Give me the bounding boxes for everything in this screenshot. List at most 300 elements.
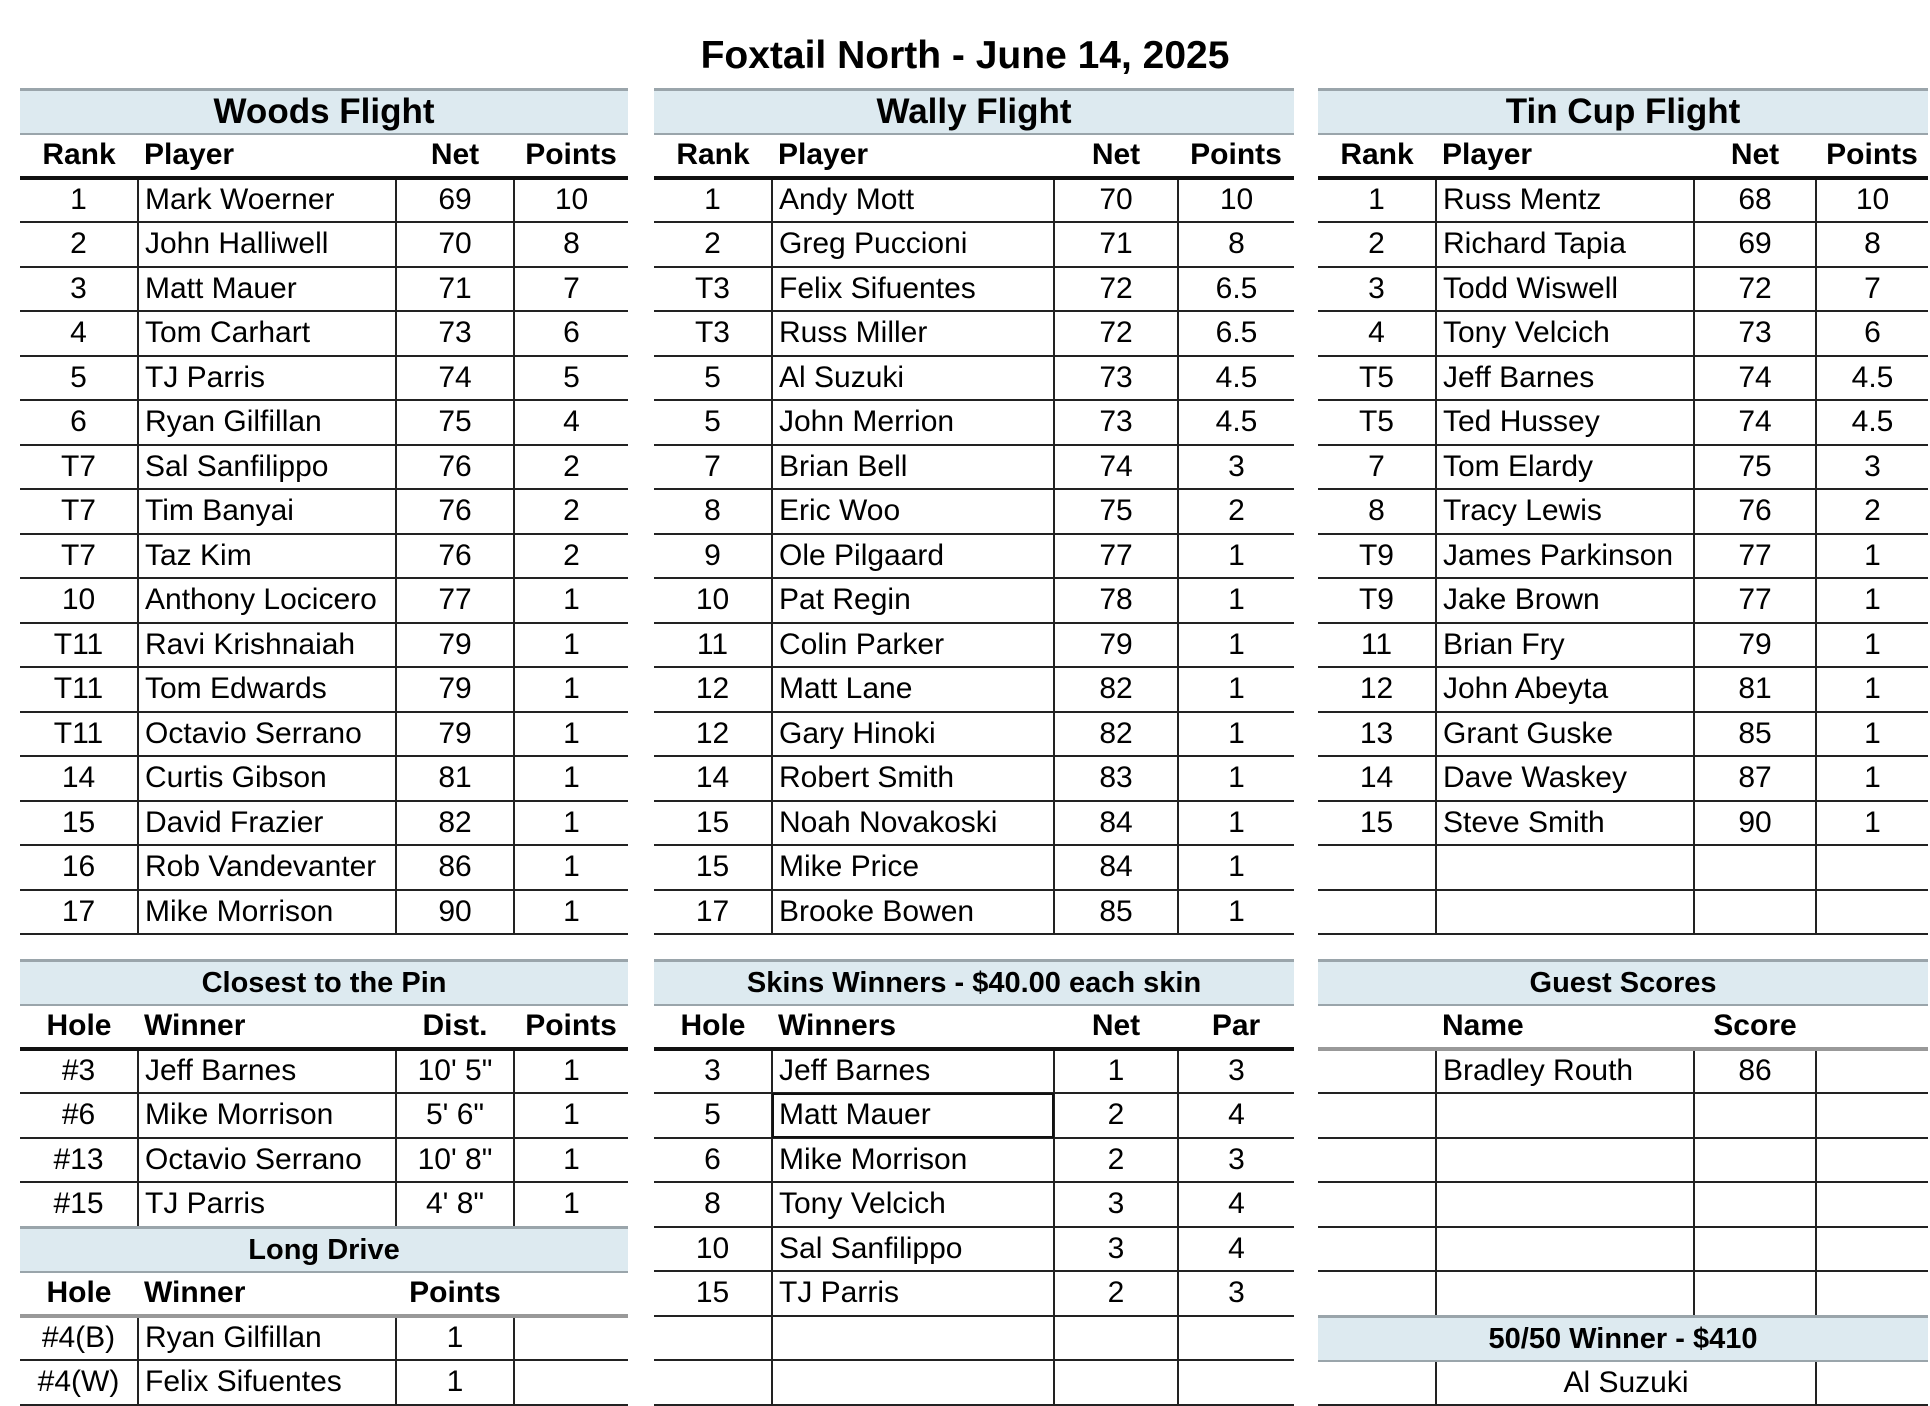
column-header: Rank [654,134,772,178]
table-row [654,534,1294,579]
table-cell: 1 [514,845,628,890]
table-cell: 73 [1054,356,1178,401]
table-cell: 76 [1694,489,1816,534]
column-header: Winners [772,1005,1054,1049]
table-cell: Rob Vandevanter [138,845,396,890]
table-cell: 10' 5" [396,1049,514,1094]
table-cell: Curtis Gibson [138,756,396,801]
table-cell [1436,845,1694,890]
table-cell [1054,1316,1178,1361]
table-row [1318,178,1928,223]
table-cell: #13 [20,1138,138,1183]
table-cell: 3 [1054,1227,1178,1272]
table-cell: 4 [1178,1182,1294,1227]
table-cell: Ravi Krishnaiah [138,623,396,668]
wally-flight-table [654,88,1294,935]
table-cell: 4 [1178,1227,1294,1272]
table-cell: 14 [1318,756,1436,801]
column-header [1318,1005,1436,1049]
table-cell: 78 [1054,578,1178,623]
table-cell [1694,1093,1816,1138]
table-cell: T11 [20,667,138,712]
column-header-row [654,1005,1294,1049]
table-cell: Ryan Gilfillan [138,1316,396,1361]
table-cell: T9 [1318,534,1436,579]
table-cell: Jake Brown [1436,578,1694,623]
table-cell: 7 [514,267,628,312]
table-cell: 6 [1816,311,1928,356]
skins-winners-table [654,959,1294,1406]
table-row [654,890,1294,935]
table-cell: 13 [1318,712,1436,757]
table-cell: 3 [1178,1271,1294,1316]
table-cell: 71 [1054,222,1178,267]
table-row [654,667,1294,712]
table-cell: 83 [1054,756,1178,801]
table-cell: 3 [1054,1182,1178,1227]
table-row [20,890,628,935]
table-row [654,756,1294,801]
table-cell: Tony Velcich [772,1182,1054,1227]
table-cell: Ted Hussey [1436,400,1694,445]
table-row [20,1316,628,1361]
table-cell: 7 [1816,267,1928,312]
table-cell: Tom Elardy [1436,445,1694,490]
table-cell: 4 [514,400,628,445]
table-row [654,845,1294,890]
flight-header-title: Tin Cup Flight [1318,90,1928,134]
table-cell: 1 [514,801,628,846]
table-cell: 1 [1816,623,1928,668]
table-cell [1318,845,1436,890]
table-row [1318,1271,1928,1316]
table-cell: 74 [396,356,514,401]
table-cell: 4 [20,311,138,356]
table-cell: T11 [20,623,138,668]
table-cell: Eric Woo [772,489,1054,534]
table-cell: 1 [1178,623,1294,668]
table-cell: 15 [654,801,772,846]
table-cell [1318,1049,1436,1094]
column-header-row [1318,1005,1928,1049]
table-cell: 79 [1054,623,1178,668]
table-cell: 4.5 [1816,400,1928,445]
fifty-fifty-winner: Al Suzuki [1436,1361,1816,1406]
table-cell: 1 [1178,534,1294,579]
table-cell: 2 [514,534,628,579]
table-cell: 4 [1318,311,1436,356]
table-row [1318,311,1928,356]
table-cell: 69 [1694,222,1816,267]
table-cell: 6.5 [1178,267,1294,312]
table-row [1318,578,1928,623]
table-cell: Robert Smith [772,756,1054,801]
table-cell: John Halliwell [138,222,396,267]
table-cell: 1 [1816,801,1928,846]
table-cell: 1 [514,1138,628,1183]
table-cell: Andy Mott [772,178,1054,223]
table-row [654,623,1294,668]
table-cell: 1 [20,178,138,223]
table-cell: 1 [1178,845,1294,890]
table-cell: Mark Woerner [138,178,396,223]
table-cell: 1 [514,712,628,757]
table-cell: 1 [514,623,628,668]
table-cell: 1 [1178,756,1294,801]
table-cell: Brian Fry [1436,623,1694,668]
table-cell: 1 [1178,578,1294,623]
table-cell: Ryan Gilfillan [138,400,396,445]
table-cell: 6 [20,400,138,445]
column-header-row [654,134,1294,178]
table-cell [1318,1271,1436,1316]
table-cell [1694,845,1816,890]
skins-header-title: Skins Winners - $40.00 each skin [654,961,1294,1005]
table-cell: 74 [1054,445,1178,490]
table-cell: T3 [654,267,772,312]
table-cell: T7 [20,489,138,534]
table-cell [1318,1227,1436,1272]
table-cell [1436,1227,1694,1272]
table-cell: Anthony Locicero [138,578,396,623]
table-row [20,178,628,223]
table-cell: 75 [1054,489,1178,534]
table-cell: 77 [1694,578,1816,623]
table-cell: 3 [1178,445,1294,490]
table-cell: 1 [1178,801,1294,846]
table-row [1318,1138,1928,1183]
table-row [20,578,628,623]
table-cell: Mike Price [772,845,1054,890]
table-cell: 77 [396,578,514,623]
table-cell: 1 [1178,667,1294,712]
table-cell: 5 [654,1093,772,1138]
column-header: Player [1436,134,1694,178]
table-cell: 3 [1178,1049,1294,1094]
table-cell: 4.5 [1816,356,1928,401]
table-row [20,845,628,890]
table-cell: Taz Kim [138,534,396,579]
table-cell: Tracy Lewis [1436,489,1694,534]
table-row [654,400,1294,445]
skins-header [654,961,1294,1005]
table-cell: 3 [1318,267,1436,312]
table-cell: 3 [1816,445,1928,490]
table-cell [1436,1093,1694,1138]
closest-to-pin-table [20,959,628,1228]
table-cell: 72 [1694,267,1816,312]
table-cell: 3 [1178,1138,1294,1183]
table-cell: Greg Puccioni [772,222,1054,267]
table-row [20,667,628,712]
table-cell: Brian Bell [772,445,1054,490]
flight-header-title: Wally Flight [654,90,1294,134]
column-header: Net [1054,1005,1178,1049]
table-cell: 15 [654,845,772,890]
table-cell: T7 [20,445,138,490]
table-cell: 79 [1694,623,1816,668]
table-cell [1436,890,1694,935]
table-cell: 72 [1054,311,1178,356]
table-cell: 6 [514,311,628,356]
table-row [1318,667,1928,712]
table-row [20,1093,628,1138]
column-header: Par [1178,1005,1294,1049]
table-cell: Ole Pilgaard [772,534,1054,579]
table-row [1318,756,1928,801]
table-cell: 11 [1318,623,1436,668]
closest-to-pin-header [20,961,628,1005]
table-row [654,801,1294,846]
fifty-fifty-header-title: 50/50 Winner - $410 [1318,1317,1928,1361]
table-cell: 1 [654,178,772,223]
column-header: Score [1694,1005,1816,1049]
table-cell: 8 [654,489,772,534]
table-cell: Sal Sanfilippo [138,445,396,490]
table-row [1318,1361,1928,1406]
fifty-fifty-header [1318,1317,1928,1361]
column-header: Dist. [396,1005,514,1049]
table-cell [514,1360,628,1405]
table-cell: T11 [20,712,138,757]
table-cell [1318,1093,1436,1138]
table-cell: 5 [654,356,772,401]
table-cell: Gary Hinoki [772,712,1054,757]
table-row [20,1360,628,1405]
table-cell: 17 [20,890,138,935]
table-cell: 90 [1694,801,1816,846]
table-cell: 85 [1694,712,1816,757]
table-cell: 1 [1178,890,1294,935]
table-cell [1436,1271,1694,1316]
column-header: Net [1694,134,1816,178]
table-cell: Jeff Barnes [1436,356,1694,401]
table-cell: TJ Parris [138,356,396,401]
table-cell [1816,1227,1928,1272]
table-cell: T7 [20,534,138,579]
table-row [20,400,628,445]
table-row [1318,1227,1928,1272]
flight-header [1318,90,1928,134]
table-cell: 82 [396,801,514,846]
table-cell: 2 [1816,489,1928,534]
table-row [654,222,1294,267]
table-cell: 81 [396,756,514,801]
table-cell: 72 [1054,267,1178,312]
table-cell [654,1316,772,1361]
table-cell: 70 [396,222,514,267]
table-cell: 84 [1054,845,1178,890]
table-cell: 3 [20,267,138,312]
table-row [20,356,628,401]
table-cell [1318,1361,1436,1406]
table-cell: 81 [1694,667,1816,712]
flight-header [20,90,628,134]
table-cell: Sal Sanfilippo [772,1227,1054,1272]
table-cell: James Parkinson [1436,534,1694,579]
column-header [1816,1005,1928,1049]
table-cell: Mike Morrison [138,890,396,935]
table-cell: Richard Tapia [1436,222,1694,267]
table-row [20,801,628,846]
table-cell: 74 [1694,400,1816,445]
column-header: Winner [138,1005,396,1049]
table-cell: 11 [654,623,772,668]
table-row [654,1271,1294,1316]
table-cell: 10 [654,1227,772,1272]
table-row [20,222,628,267]
table-cell: 1 [1178,712,1294,757]
table-cell: 15 [654,1271,772,1316]
table-cell: Matt Mauer [138,267,396,312]
table-row [1318,1093,1928,1138]
table-cell: 16 [20,845,138,890]
table-cell [1816,1138,1928,1183]
table-cell [1816,1093,1928,1138]
table-cell: 4 [1178,1093,1294,1138]
table-row [20,311,628,356]
table-cell: Mike Morrison [138,1093,396,1138]
column-header: Player [772,134,1054,178]
table-cell: 73 [1694,311,1816,356]
table-cell: 12 [654,712,772,757]
table-cell: #4(W) [20,1360,138,1405]
table-row [20,1138,628,1183]
table-cell: 86 [396,845,514,890]
table-cell [1694,890,1816,935]
table-cell: 79 [396,712,514,757]
table-row [1318,845,1928,890]
table-cell [1178,1316,1294,1361]
table-cell: 8 [1178,222,1294,267]
table-cell: 76 [396,489,514,534]
table-cell: 85 [1054,890,1178,935]
column-header-row [1318,134,1928,178]
table-row [1318,801,1928,846]
column-header: Hole [20,1005,138,1049]
table-cell [1816,1049,1928,1094]
table-cell: Matt Mauer [772,1093,1054,1138]
table-cell: 6 [654,1138,772,1183]
table-cell: 1 [396,1316,514,1361]
table-cell: 8 [1816,222,1928,267]
table-cell: 74 [1694,356,1816,401]
table-row [654,578,1294,623]
table-cell: 8 [654,1182,772,1227]
table-row [654,1227,1294,1272]
guest-scores-header-title: Guest Scores [1318,961,1928,1005]
table-cell: John Abeyta [1436,667,1694,712]
table-row [20,712,628,757]
table-cell: T5 [1318,356,1436,401]
fifty-fifty-table [1318,1315,1928,1406]
table-cell: 73 [396,311,514,356]
table-cell: Colin Parker [772,623,1054,668]
table-cell: 1 [514,667,628,712]
table-row [20,1182,628,1227]
column-header: Points [1816,134,1928,178]
table-cell: 10 [1816,178,1928,223]
table-cell: 1 [1054,1049,1178,1094]
table-cell: Russ Mentz [1436,178,1694,223]
table-cell [1054,1360,1178,1405]
flight-header-title: Woods Flight [20,90,628,134]
table-cell: 2 [514,489,628,534]
table-cell: 17 [654,890,772,935]
column-header: Net [396,134,514,178]
table-cell: 1 [514,756,628,801]
table-row [1318,1182,1928,1227]
table-cell: Mike Morrison [772,1138,1054,1183]
table-row [654,1360,1294,1405]
table-row [20,756,628,801]
table-cell: 5' 6" [396,1093,514,1138]
table-row [1318,445,1928,490]
column-header-row [20,134,628,178]
table-cell: Jeff Barnes [138,1049,396,1094]
table-cell: 4.5 [1178,400,1294,445]
table-cell: John Merrion [772,400,1054,445]
table-cell [514,1316,628,1361]
table-row [20,534,628,579]
table-cell: 7 [1318,445,1436,490]
table-cell: Grant Guske [1436,712,1694,757]
table-cell: Al Suzuki [772,356,1054,401]
woods-flight-table [20,88,628,935]
table-row [1318,400,1928,445]
table-cell: 15 [20,801,138,846]
table-cell: 71 [396,267,514,312]
table-row [1318,623,1928,668]
table-cell: 7 [654,445,772,490]
guest-scores-table [1318,959,1928,1317]
table-cell: Tom Edwards [138,667,396,712]
table-cell: 86 [1694,1049,1816,1094]
column-header-row [20,1272,628,1316]
table-row [654,178,1294,223]
table-cell: 10 [514,178,628,223]
table-cell [1694,1271,1816,1316]
table-cell [1436,1138,1694,1183]
table-cell: 1 [514,1049,628,1094]
table-cell [772,1316,1054,1361]
page-title: Foxtail North - June 14, 2025 [700,34,1230,77]
table-cell: Jeff Barnes [772,1049,1054,1094]
table-cell: 1 [396,1360,514,1405]
table-cell [1318,890,1436,935]
column-header: Rank [20,134,138,178]
table-row [20,267,628,312]
table-cell: Pat Regin [772,578,1054,623]
table-cell [1816,1182,1928,1227]
table-cell: 82 [1054,712,1178,757]
table-cell: 69 [396,178,514,223]
table-cell: 1 [514,1093,628,1138]
table-cell [1694,1182,1816,1227]
table-cell: #3 [20,1049,138,1094]
table-cell: T9 [1318,578,1436,623]
table-cell: 2 [1054,1093,1178,1138]
column-header: Hole [654,1005,772,1049]
table-cell: 8 [514,222,628,267]
table-cell: 2 [1054,1138,1178,1183]
table-cell: Tom Carhart [138,311,396,356]
long-drive-header-title: Long Drive [20,1228,628,1272]
table-cell [1694,1138,1816,1183]
table-cell: #4(B) [20,1316,138,1361]
table-cell: Dave Waskey [1436,756,1694,801]
table-cell: 8 [1318,489,1436,534]
